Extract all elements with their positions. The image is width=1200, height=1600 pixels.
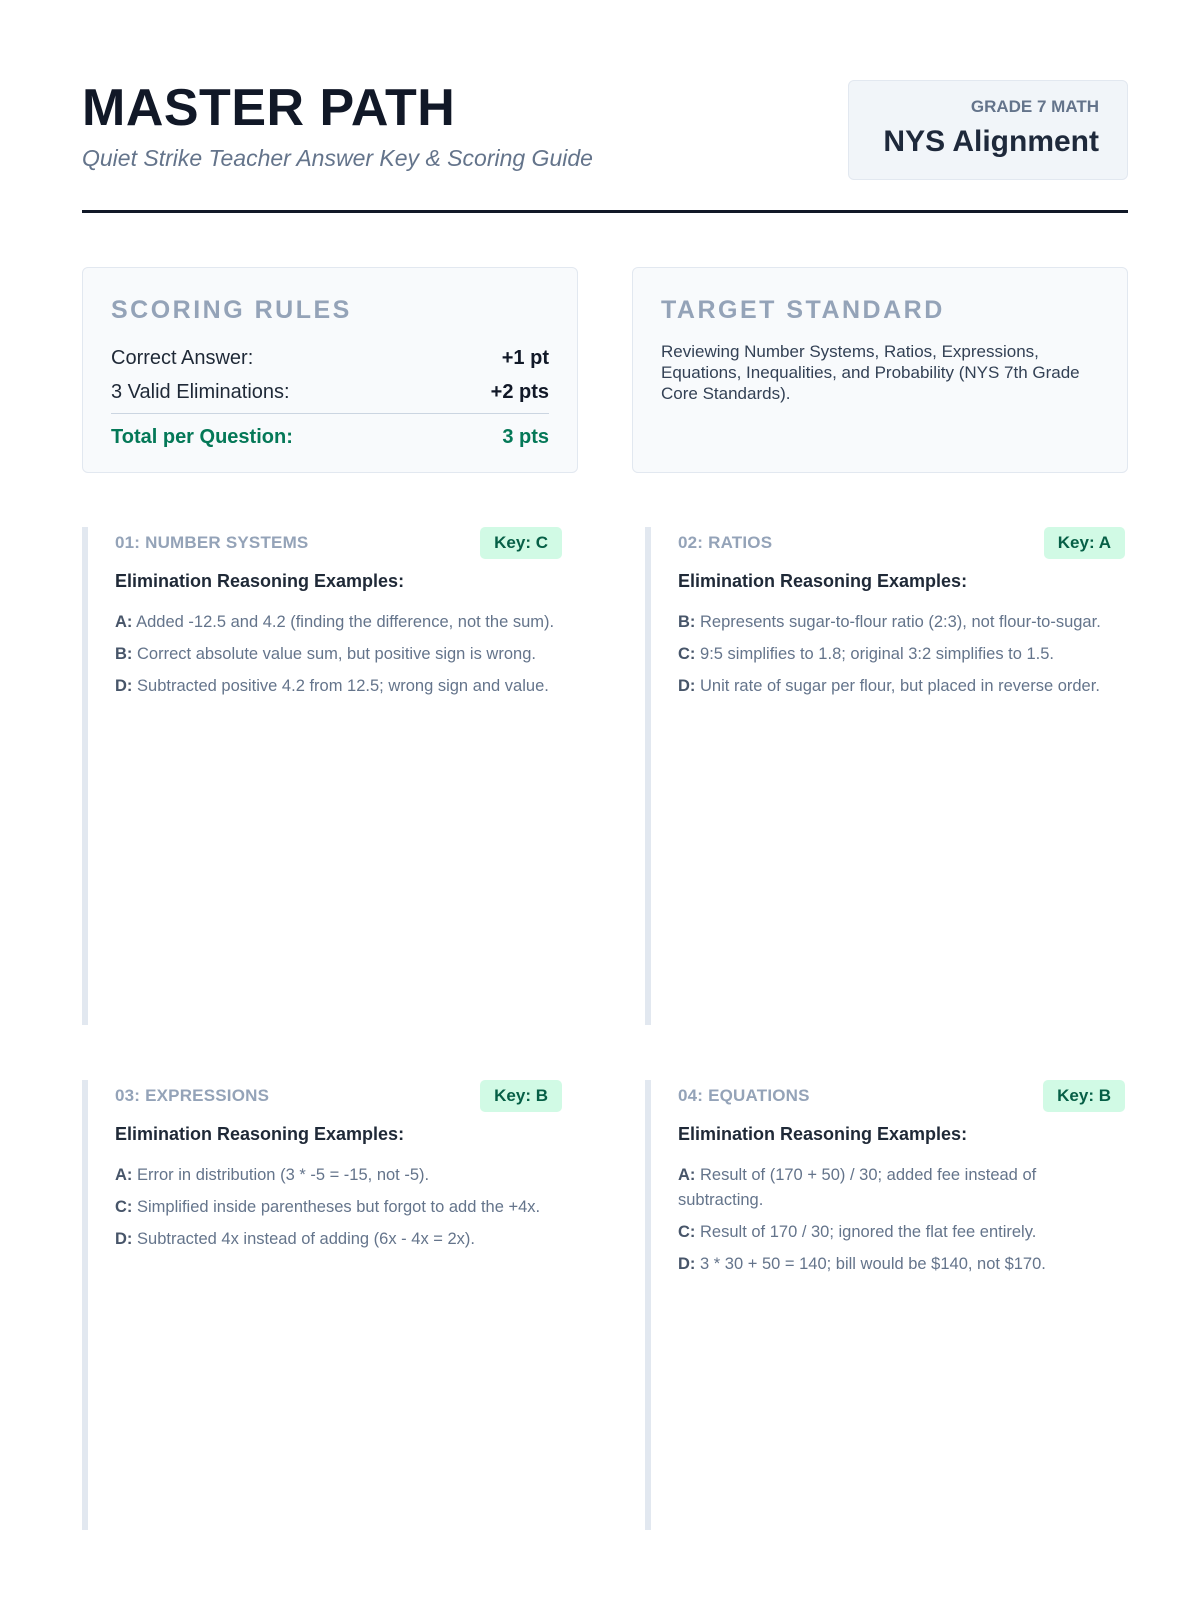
elimination-item [115,610,562,635]
scoring-rules-heading: SCORING RULES [111,296,352,324]
elimination-heading: Elimination Reasoning Examples: [678,571,968,591]
elimination-item [115,1227,562,1252]
score-row-total [111,420,549,454]
grade-alignment-box [848,80,1128,180]
choice-letter: C: [678,1223,696,1241]
question-card-03 [82,1080,562,1530]
total-points: 3 pts [502,425,549,448]
page-subtitle: Quiet Strike Teacher Answer Key & Scoring Guide [82,145,593,171]
elimination-item [678,674,1125,699]
elimination-item [678,1163,1125,1213]
card-header [678,527,1125,559]
choice-letter: A: [678,1166,696,1184]
elimination-text: Result of 170 / 30; ignored the flat fee entirely. [700,1223,1037,1241]
question-title: 03: EXPRESSIONS [115,1086,270,1105]
choice-letter: D: [115,677,133,695]
question-title: 04: EQUATIONS [678,1086,810,1105]
score-row-eliminations [111,375,549,409]
score-divider [111,413,549,414]
elimination-text: Result of (170 + 50) / 30; added fee instead of subtracting. [678,1166,1037,1209]
elimination-text: Error in distribution (3 * -5 = -15, not -5). [137,1166,430,1184]
choice-letter: C: [115,1198,133,1216]
elimination-item [678,642,1125,667]
card-header [115,1080,562,1112]
header-divider [82,210,1128,213]
page-title: MASTER PATH [82,79,456,137]
scoring-rules-box [82,267,578,473]
elimination-item [678,1220,1125,1245]
target-standard-box [632,267,1128,473]
choice-letter: B: [678,613,696,631]
choice-letter: B: [115,645,133,663]
question-title: 02: RATIOS [678,533,773,552]
choice-letter: D: [678,677,696,695]
elimination-item [115,642,562,667]
question-title: 01: NUMBER SYSTEMS [115,533,309,552]
grade-label: GRADE 7 MATH [970,97,1099,116]
elimination-text: 9:5 simplifies to 1.8; original 3:2 simplifies to 1.5. [700,645,1055,663]
elimination-heading: Elimination Reasoning Examples: [115,1124,405,1144]
answer-key-badge: Key: B [1043,1080,1125,1112]
elimination-item [115,674,562,699]
elimination-text: Added -12.5 and 4.2 (finding the difference, not the sum). [136,613,555,631]
choice-letter: A: [115,1166,133,1184]
elimination-item [115,1195,562,1220]
elimination-text: 3 * 30 + 50 = 140; bill would be $140, not $170. [700,1255,1046,1273]
target-standard-text: Reviewing Number Systems, Ratios, Expressions, Equations, Inequalities, and Probability (NYS 7th Grade Core Standards). [661,342,1080,403]
elimination-text: Correct absolute value sum, but positive sign is wrong. [137,645,536,663]
elimination-item [115,1163,562,1188]
card-header [115,527,562,559]
score-points: +1 pt [501,346,549,369]
alignment-title: NYS Alignment [883,125,1099,158]
elimination-heading: Elimination Reasoning Examples: [115,571,405,591]
score-row-correct [111,341,549,375]
answer-key-badge: Key: A [1044,527,1125,559]
elimination-item [678,1252,1125,1277]
question-card-01 [82,527,562,1025]
page-header [82,80,1128,212]
score-points: +2 pts [490,380,549,403]
elimination-heading: Elimination Reasoning Examples: [678,1124,968,1144]
choice-letter: A: [115,613,133,631]
card-header [678,1080,1125,1112]
elimination-text: Unit rate of sugar per flour, but placed in reverse order. [700,677,1100,695]
elimination-item [678,610,1125,635]
question-card-04 [645,1080,1125,1530]
score-label: 3 Valid Eliminations: [111,380,290,403]
elimination-text: Subtracted positive 4.2 from 12.5; wrong sign and value. [137,677,549,695]
choice-letter: D: [115,1230,133,1248]
answer-key-badge: Key: B [480,1080,562,1112]
elimination-text: Subtracted 4x instead of adding (6x - 4x = 2x). [137,1230,475,1248]
answer-key-badge: Key: C [480,527,562,559]
score-label: Correct Answer: [111,346,254,369]
elimination-text: Represents sugar-to-flour ratio (2:3), not flour-to-sugar. [700,613,1101,631]
question-card-02 [645,527,1125,1025]
choice-letter: D: [678,1255,696,1273]
choice-letter: C: [678,645,696,663]
elimination-text: Simplified inside parentheses but forgot to add the +4x. [137,1198,541,1216]
target-standard-heading: TARGET STANDARD [661,296,945,324]
total-label: Total per Question: [111,425,293,448]
